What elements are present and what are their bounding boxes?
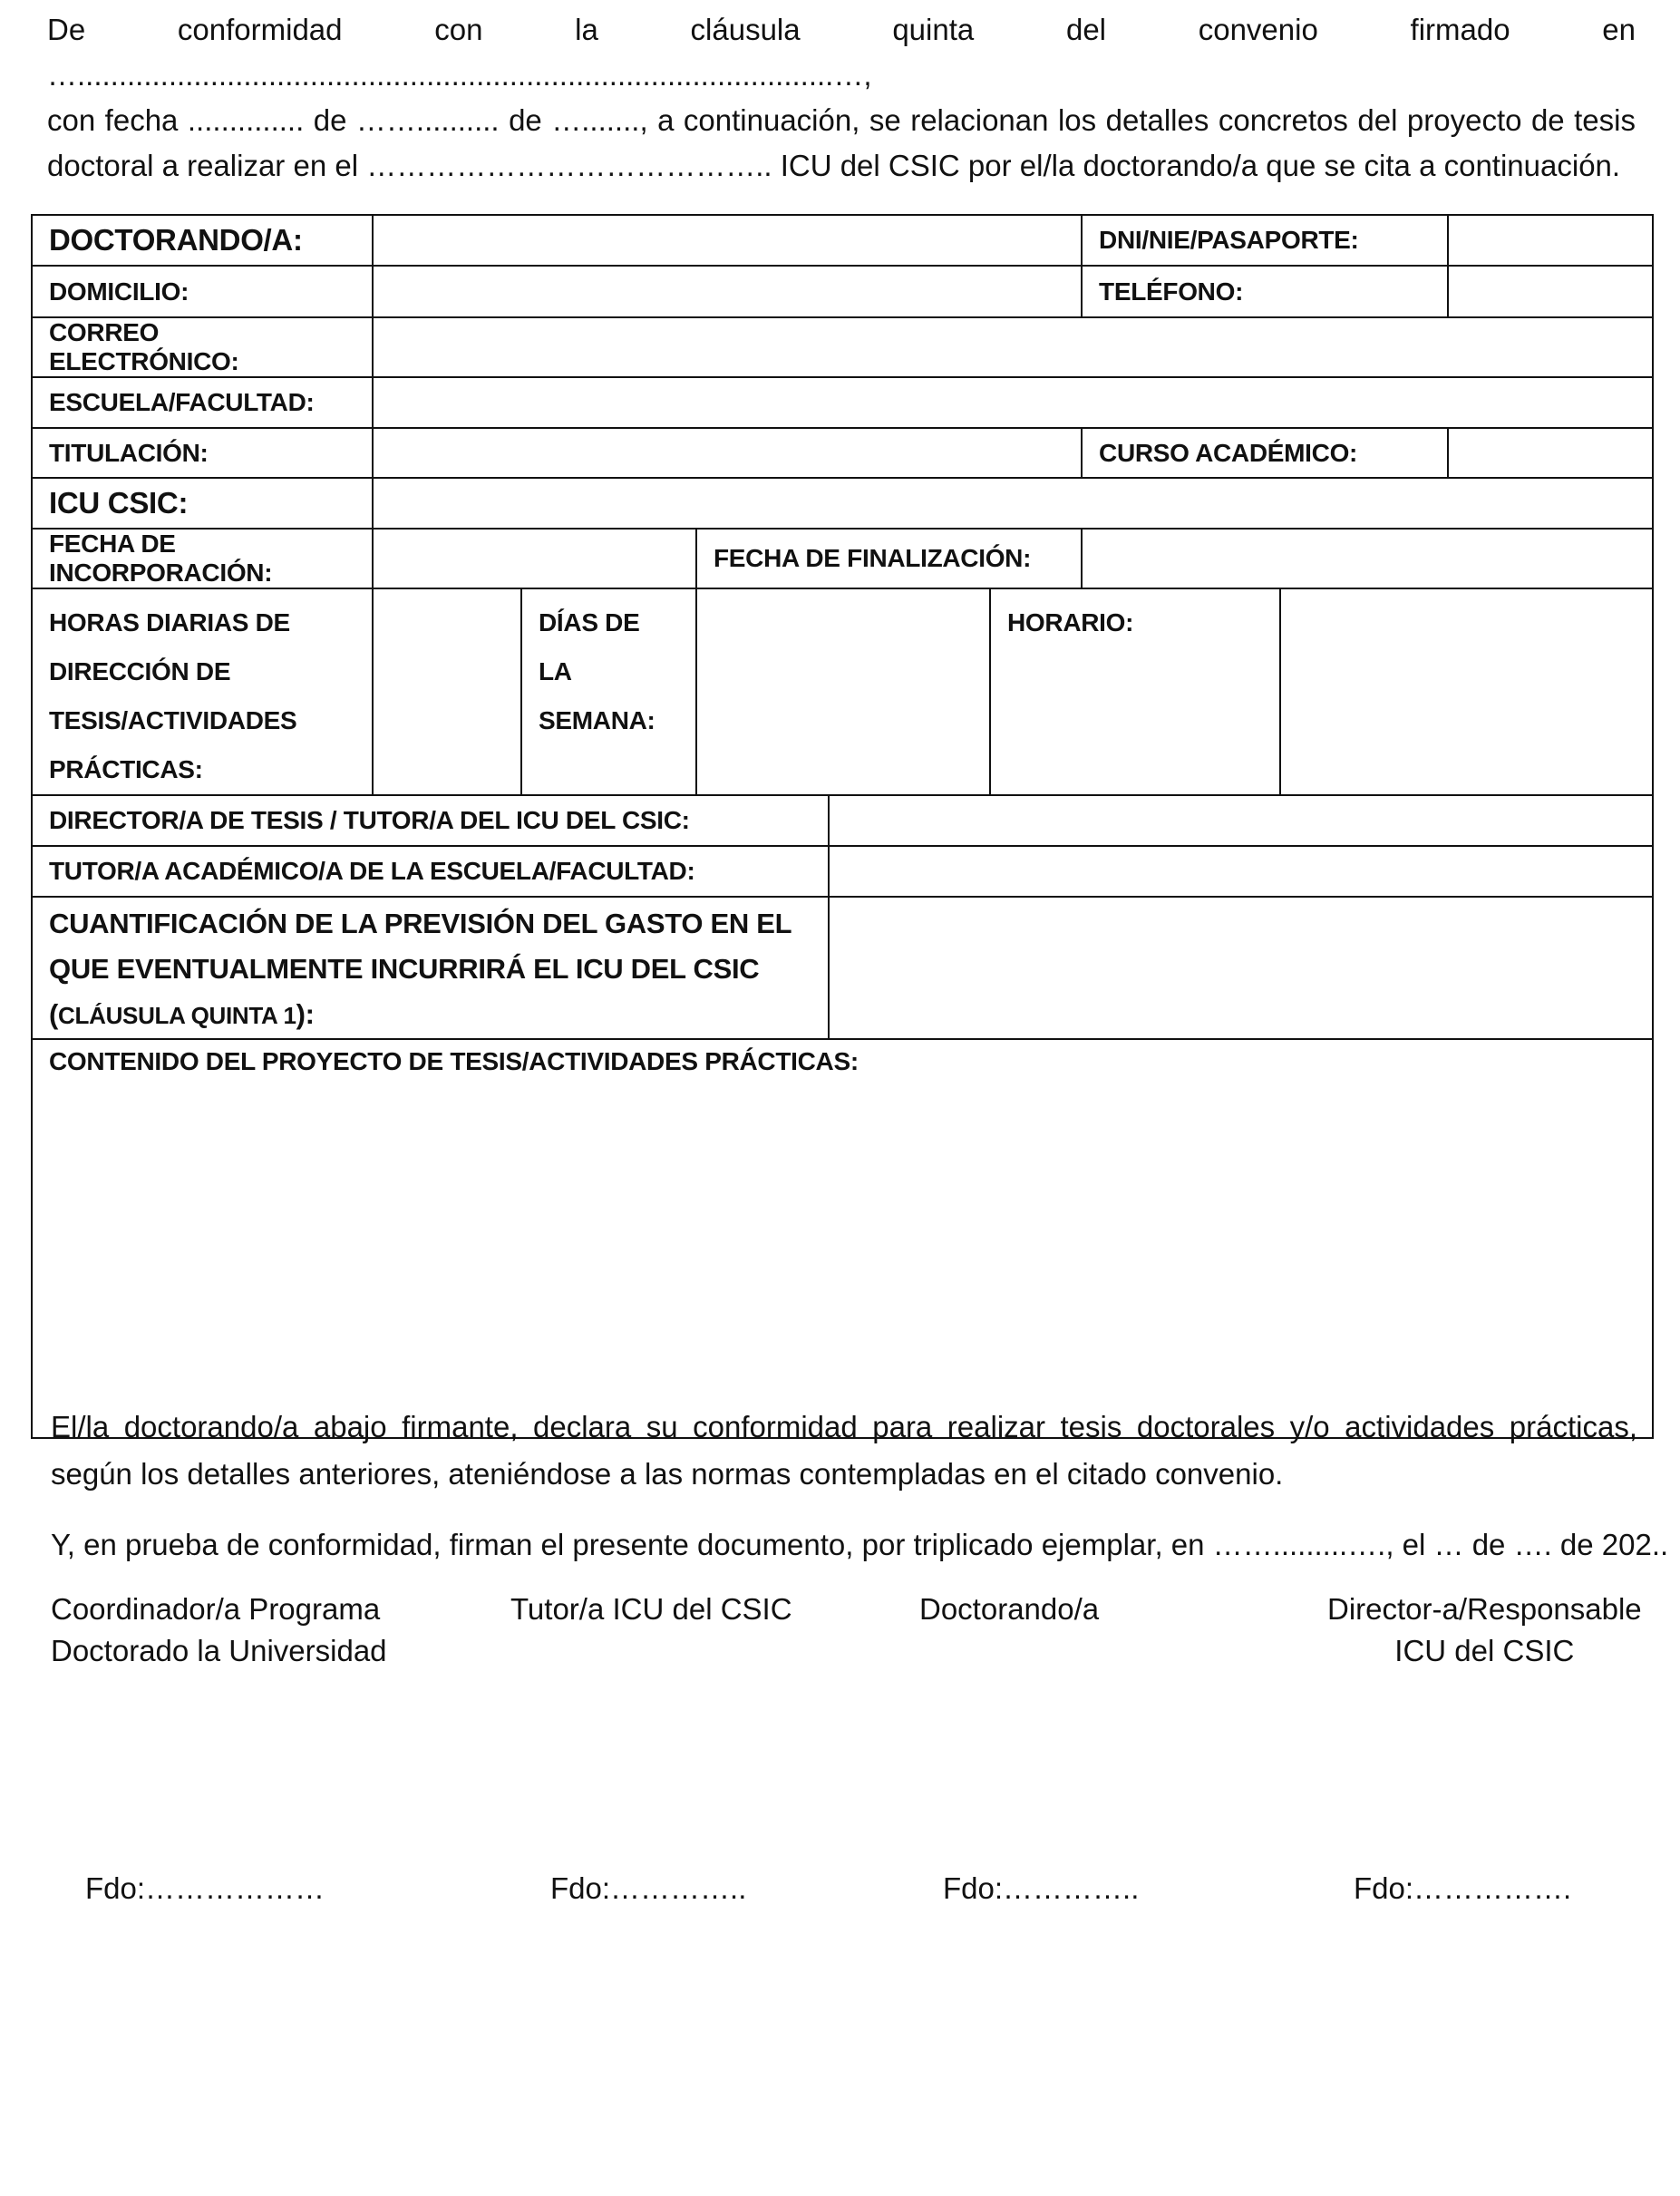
horas-field[interactable] (373, 588, 521, 795)
telefono-field[interactable] (1448, 266, 1653, 317)
signatory-doctorando (919, 1589, 1099, 1630)
correo-label: CORREO ELECTRÓNICO: (32, 317, 373, 377)
icu-field[interactable] (373, 478, 1653, 529)
domicilio-label: DOMICILIO: (32, 266, 373, 317)
intro-line-2: con fecha .............. de …….......... de …......., a continuación, se relacionan los detalles concretos del proyecto de tesis (47, 103, 1636, 137)
curso-label: CURSO ACADÉMICO: (1082, 428, 1448, 478)
fecha-incorporacion-field[interactable] (373, 529, 696, 588)
signatory-doctorando-line-1: Doctorando/a (919, 1592, 1100, 1626)
dias-label: DÍAS DE LA SEMANA: (521, 588, 696, 795)
intro-line-1: De conformidad con la cláusula quinta del convenio firmado en …...........................................................................................…, (47, 13, 1636, 92)
dias-field[interactable] (696, 588, 990, 795)
signatory-coordinador (51, 1589, 387, 1672)
intro-paragraph (47, 7, 1636, 189)
doctorando-field[interactable] (373, 215, 1082, 266)
domicilio-field[interactable] (373, 266, 1082, 317)
tutor-academico-field[interactable] (829, 846, 1653, 897)
horario-field[interactable] (1280, 588, 1653, 795)
cuantificacion-line-3a: ( (49, 998, 59, 1030)
declaration-paragraph-2: Y, en prueba de conformidad, firman el presente documento, por triplicado ejemplar, en …….........…., el … de …. de 202.. (51, 1528, 1669, 1561)
tutor-academico-label: TUTOR/A ACADÉMICO/A DE LA ESCUELA/FACULTAD: (32, 846, 829, 897)
declaration (51, 1404, 1669, 1592)
contenido-label: CONTENIDO DEL PROYECTO DE TESIS/ACTIVIDADES PRÁCTICAS: (49, 1047, 859, 1075)
cuantificacion-field[interactable] (829, 897, 1653, 1039)
fecha-incorporacion-label: FECHA DE INCORPORACIÓN: (32, 529, 373, 588)
intro-line-3: doctoral a realizar en el ………………………………….. ICU del CSIC por el/la doctorando/a que se cita a continuación. (47, 149, 1621, 182)
signatory-tutor (510, 1589, 792, 1630)
fdo-coordinador: Fdo:……………… (85, 1871, 325, 1905)
curso-field[interactable] (1448, 428, 1653, 478)
icu-label: ICU CSIC: (32, 478, 373, 529)
titulacion-field[interactable] (373, 428, 1082, 478)
fdo-doctorando: Fdo:………….. (943, 1871, 1140, 1905)
fecha-finalizacion-field[interactable] (1082, 529, 1653, 588)
director-field[interactable] (829, 795, 1653, 846)
escuela-field[interactable] (373, 377, 1653, 428)
dni-label: DNI/NIE/PASAPORTE: (1082, 215, 1448, 266)
thesis-details-form (31, 214, 1654, 1439)
telefono-label: TELÉFONO: (1082, 266, 1448, 317)
escuela-label: ESCUELA/FACULTAD: (32, 377, 373, 428)
correo-field[interactable] (373, 317, 1653, 377)
signatory-coordinador-line-2: Doctorado la Universidad (51, 1634, 387, 1667)
signatory-director-line-2: ICU del CSIC (1394, 1634, 1575, 1667)
titulacion-label: TITULACIÓN: (32, 428, 373, 478)
clausula-quinta-ref: CLÁUSULA QUINTA 1 (58, 1002, 296, 1029)
horario-label: HORARIO: (990, 588, 1280, 795)
fecha-finalizacion-label: FECHA DE FINALIZACIÓN: (696, 529, 1082, 588)
contenido-proyecto[interactable] (32, 1039, 1653, 1438)
dni-field[interactable] (1448, 215, 1653, 266)
signatory-director (1327, 1589, 1642, 1672)
horas-label (32, 588, 373, 795)
horas-label-line-1: HORAS DIARIAS DE DIRECCIÓN DE (49, 608, 290, 685)
cuantificacion-line-3c: ): (296, 998, 315, 1030)
horas-label-line-2: TESIS/ACTIVIDADES PRÁCTICAS: (49, 706, 297, 783)
fdo-director: Fdo:……………. (1354, 1871, 1572, 1905)
signatory-tutor-line-1: Tutor/a ICU del CSIC (510, 1592, 792, 1626)
cuantificacion-line-1: CUANTIFICACIÓN DE LA PREVISIÓN DEL GASTO EN EL (49, 908, 792, 939)
cuantificacion-line-2: QUE EVENTUALMENTE INCURRIRÁ EL ICU DEL CSIC (49, 953, 760, 985)
fdo-tutor: Fdo:………….. (550, 1871, 747, 1905)
signatories (51, 1589, 1642, 1697)
signatory-coordinador-line-1: Coordinador/a Programa (51, 1592, 381, 1626)
doctorando-label: DOCTORANDO/A: (32, 215, 373, 266)
director-label: DIRECTOR/A DE TESIS / TUTOR/A DEL ICU DEL CSIC: (32, 795, 829, 846)
cuantificacion-label (32, 897, 829, 1039)
signatory-director-line-1: Director-a/Responsable (1327, 1592, 1642, 1626)
declaration-paragraph-1: El/la doctorando/a abajo firmante, declara su conformidad para realizar tesis doctorales y/o actividades prácticas, según los detalles anteriores, ateniéndose a las normas contempladas en el citado convenio. (51, 1410, 1637, 1491)
